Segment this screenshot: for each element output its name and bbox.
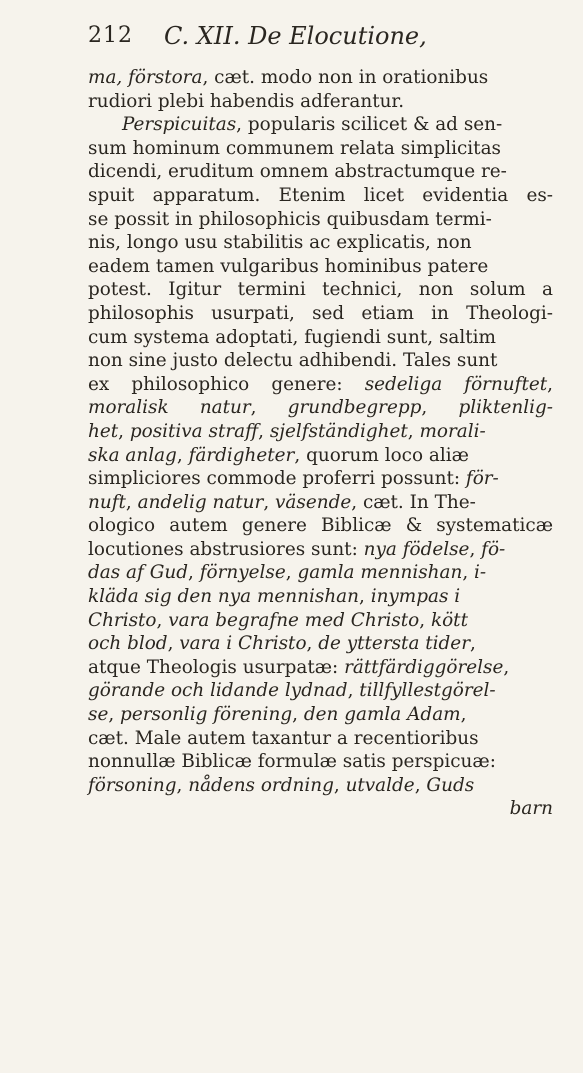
italic-term: gamla mennishan: [297, 562, 463, 584]
text-segment: ,: [547, 373, 553, 395]
text-line: [88, 797, 553, 821]
text-line: [88, 373, 553, 397]
text-line: [88, 703, 553, 727]
text-segment: ,: [333, 774, 340, 796]
italic-term: Christo: [88, 609, 157, 631]
text-segment: ,: [250, 397, 257, 419]
italic-term: och blod: [88, 633, 168, 655]
text-segment: ,: [470, 633, 476, 655]
text-segment: ,: [306, 633, 313, 655]
text-line: [88, 538, 553, 562]
text-line: [88, 90, 553, 114]
text-segment: rudiori plebi habendis adferantur.: [88, 90, 405, 112]
text-segment: ,: [108, 704, 115, 726]
italic-term: se: [88, 704, 109, 726]
italic-term: Perspicuitas: [122, 114, 237, 136]
text-line: [88, 278, 553, 302]
italic-term: ma, förstora: [88, 67, 203, 88]
text-segment: ,: [460, 704, 467, 726]
text-line: [88, 585, 553, 609]
text-line: [88, 774, 553, 798]
text-line: [88, 420, 553, 444]
text-line: [88, 349, 553, 373]
text-line: [88, 208, 553, 232]
text-line: [88, 326, 553, 350]
text-segment: dicendi, eruditum omnem abstractumque re-: [88, 161, 507, 183]
italic-term: fö-: [481, 538, 506, 560]
text-line: [88, 467, 553, 491]
text-line: [88, 255, 553, 279]
text-line: [88, 514, 553, 538]
text-line: [88, 609, 553, 633]
italic-term: utvalde: [345, 774, 415, 796]
italic-term: för-: [465, 468, 499, 490]
text-line: [88, 561, 553, 585]
text-segment: ,: [347, 680, 354, 702]
text-segment: , cæt. In The-: [351, 491, 476, 513]
text-line: [88, 113, 553, 137]
italic-term: tillfyllestgörel-: [359, 680, 496, 702]
italic-term: pliktenlig-: [458, 397, 553, 419]
text-segment: ,: [176, 774, 183, 796]
italic-term: väsende: [275, 491, 352, 513]
text-segment: ,: [285, 562, 292, 584]
text-segment: potest. Igitur termini technici, non solum a: [88, 279, 553, 301]
text-line: [88, 491, 553, 515]
text-segment: spuit apparatum. Etenim licet evidentia es-: [88, 184, 553, 206]
italic-term: görande och lidande lydnad: [88, 680, 348, 702]
running-head: C. XII. De Elocutione,: [164, 22, 427, 50]
italic-term: inympas i: [370, 586, 461, 608]
text-segment: nis, longo usu stabilitis ac explicatis, non: [88, 232, 472, 254]
text-segment: philosophis usurpati, sed etiam in Theologi-: [88, 302, 553, 324]
text-line: [88, 160, 553, 184]
text-segment: sum hominum communem relata simplicitas: [88, 137, 501, 159]
text-line: [88, 184, 553, 208]
text-segment: ,: [156, 609, 163, 631]
italic-term: i-: [474, 562, 487, 584]
text-segment: ,: [125, 491, 132, 513]
page-number: 212: [88, 23, 133, 48]
text-segment: ,: [503, 656, 510, 678]
text-segment: ,: [358, 586, 365, 608]
italic-term: försoning: [88, 774, 177, 796]
text-line: [88, 632, 553, 656]
text-segment: ,: [176, 444, 183, 466]
text-line: [88, 396, 553, 420]
text-line: [88, 656, 553, 680]
italic-term: kött: [430, 609, 468, 631]
text-line: [88, 750, 553, 774]
text-segment: non sine justo delectu adhibendi. Tales sunt: [88, 350, 498, 372]
italic-term: färdigheter: [188, 444, 295, 466]
text-segment: ,: [469, 538, 476, 560]
italic-term: positiva straff: [129, 420, 259, 442]
italic-term: morali-: [419, 420, 486, 442]
text-line: [88, 137, 553, 161]
italic-term: ska anlag: [88, 444, 177, 466]
text-segment: simpliciores commode proferri possunt:: [88, 468, 461, 490]
text-segment: atque Theologis usurpatæ:: [88, 656, 339, 678]
italic-term: nya födelse: [363, 538, 470, 560]
italic-term: rättfärdiggörelse: [344, 656, 504, 678]
text-segment: nonnullæ Biblicæ formulæ satis perspicuæ:: [88, 751, 496, 773]
text-segment: ,: [419, 609, 426, 631]
text-segment: eadem tamen vulgaribus hominibus patere: [88, 255, 489, 277]
italic-term: sedeliga förnuftet: [364, 373, 548, 395]
text-segment: ,: [263, 491, 270, 513]
italic-term: het: [88, 420, 119, 442]
text-segment: ,: [292, 704, 299, 726]
italic-term: vara i Christo: [179, 633, 307, 655]
text-segment: se possit in philosophicis quibusdam termi-: [88, 208, 492, 230]
text-segment: cæt. Male autem taxantur a recentioribus: [88, 727, 479, 749]
italic-term: andelig natur: [137, 491, 264, 513]
text-line: [88, 66, 553, 90]
italic-term: de yttersta tider: [318, 633, 470, 655]
italic-term: das af Gud: [88, 562, 188, 584]
italic-term: sjelfständighet: [269, 420, 408, 442]
text-segment: , popularis scilicet & ad sen-: [236, 114, 503, 136]
text-segment: ,: [421, 397, 428, 419]
text-segment: ,: [118, 420, 124, 442]
italic-term: Guds: [426, 774, 475, 796]
italic-term: den gamla Adam: [303, 704, 461, 726]
italic-term: grundbegrepp: [287, 397, 422, 419]
body-text: [88, 66, 553, 821]
text-line: [88, 727, 553, 751]
text-segment: locutiones abstrusiores sunt:: [88, 538, 358, 560]
italic-term: kläda sig den nya mennishan: [88, 586, 359, 608]
text-segment: ,: [167, 633, 174, 655]
italic-term: moralisk natur: [88, 397, 251, 419]
italic-term: vara begrafne med Christo: [168, 609, 420, 631]
page-header: [88, 16, 528, 56]
text-segment: , cæt. modo non in orationibus: [202, 67, 489, 88]
text-segment: ,: [258, 420, 264, 442]
text-segment: ,: [462, 562, 469, 584]
italic-term: barn: [509, 798, 553, 820]
text-line: [88, 444, 553, 468]
italic-term: nuft: [88, 491, 126, 513]
text-segment: ,: [414, 774, 421, 796]
italic-term: förnyelse: [199, 562, 286, 584]
text-segment: ologico autem genere Biblicæ & systematicæ: [88, 515, 553, 537]
italic-term: personlig förening: [120, 704, 293, 726]
text-segment: , quorum loco aliæ: [294, 444, 469, 466]
text-segment: ex philosophico genere:: [88, 373, 343, 395]
text-line: [88, 679, 553, 703]
text-segment: ,: [407, 420, 414, 442]
text-segment: cum systema adoptati, fugiendi sunt, saltim: [88, 326, 496, 348]
text-line: [88, 302, 553, 326]
text-line: [88, 231, 553, 255]
text-segment: ,: [188, 562, 194, 584]
italic-term: nådens ordning: [188, 774, 334, 796]
